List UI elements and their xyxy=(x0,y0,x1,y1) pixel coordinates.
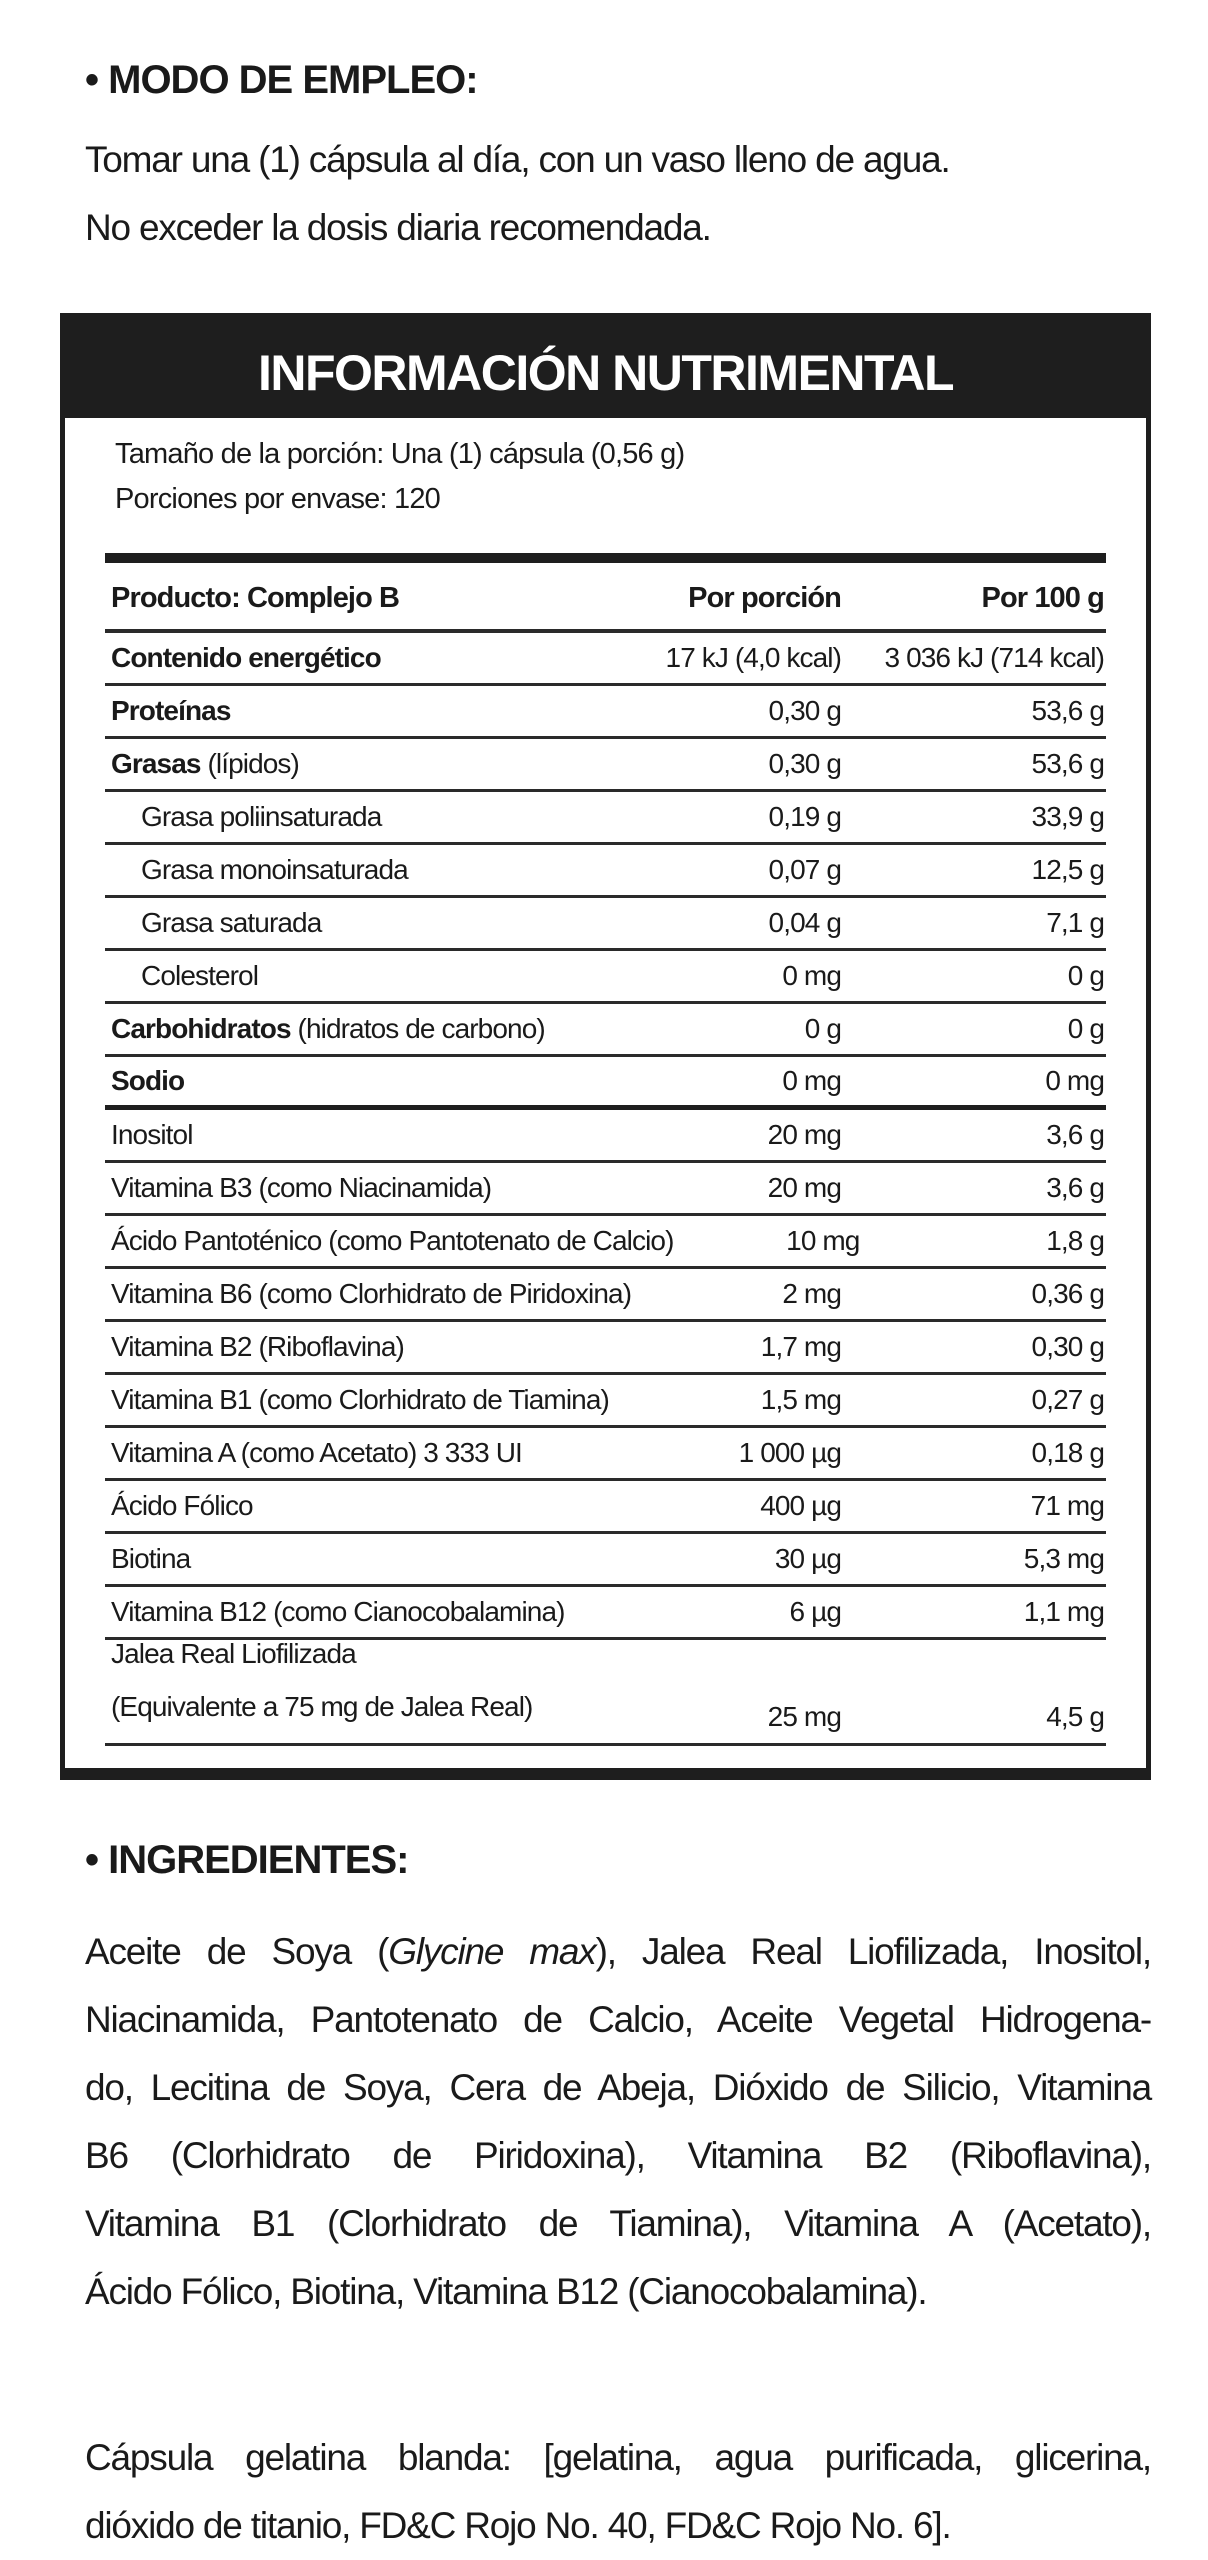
nutrient-name xyxy=(105,1627,641,1733)
per-serving-value: 2 mg xyxy=(782,1278,841,1309)
table-row xyxy=(105,1004,1106,1057)
per-100g-value: 4,5 g xyxy=(1046,1701,1104,1732)
per-serving-value: 10 mg xyxy=(786,1225,860,1256)
ingredients-scientific-name: Glycine max xyxy=(388,1931,596,1972)
table-row xyxy=(105,1534,1106,1587)
per-serving-value: 0,30 g xyxy=(768,748,841,779)
per-100g-value: 3,6 g xyxy=(1046,1172,1104,1203)
nutrient-name xyxy=(105,854,641,886)
ingredients-line: Niacinamida, Pantotenato de Calcio, Aceite Vegetal Hidrogena- xyxy=(85,1999,1151,2040)
per-100g-value: 12,5 g xyxy=(1031,854,1104,885)
nutrient-label: Vitamina B6 (como Clorhidrato de Piridoxina) xyxy=(111,1278,632,1309)
nutrient-label: Contenido energético xyxy=(111,642,381,673)
nutrient-label: Proteínas xyxy=(111,695,231,726)
ingredients-line: B6 (Clorhidrato de Piridoxina), Vitamina B2 (Riboflavina), xyxy=(85,2135,1151,2176)
per-serving-value: 25 mg xyxy=(767,1701,841,1732)
nutrient-name xyxy=(105,1225,674,1257)
nutrient-label: Grasa monoinsaturada xyxy=(141,854,408,885)
nutrient-name xyxy=(105,1119,641,1151)
table-row xyxy=(105,633,1106,686)
per-100g-value: 0 g xyxy=(1067,1013,1104,1044)
ingredients-text xyxy=(85,1918,1151,2326)
per-100g-value: 1,1 mg xyxy=(1023,1596,1104,1627)
nutrient-label: Vitamina B3 (como Niacinamida) xyxy=(111,1172,492,1203)
table-row xyxy=(105,1216,1106,1269)
per-100g-value: 7,1 g xyxy=(1046,907,1104,938)
nutrition-panel xyxy=(60,313,1151,1780)
per-100g-value: 0,27 g xyxy=(1031,1384,1104,1415)
nutrient-name xyxy=(105,1013,641,1045)
per-serving-value: 0,30 g xyxy=(768,695,841,726)
per-serving-value: 1,7 mg xyxy=(760,1331,841,1362)
nutrient-name xyxy=(105,1437,641,1469)
header-product: Producto: Complejo B xyxy=(111,582,400,614)
nutrient-label: Vitamina B1 (como Clorhidrato de Tiamina) xyxy=(111,1384,609,1415)
nutrition-table xyxy=(105,568,1106,1746)
table-row xyxy=(105,1428,1106,1481)
nutrient-label: Colesterol xyxy=(141,960,259,991)
per-100g-value: 53,6 g xyxy=(1031,695,1104,726)
nutrient-label: Carbohidratos xyxy=(111,1013,291,1044)
nutrient-name xyxy=(105,1596,641,1628)
per-100g-value: 0,36 g xyxy=(1031,1278,1104,1309)
ingredients-heading: • INGREDIENTES: xyxy=(85,1838,409,1882)
nutrient-name xyxy=(105,1490,641,1522)
per-serving-value: 0,07 g xyxy=(768,854,841,885)
per-100g-value: 5,3 mg xyxy=(1023,1543,1104,1574)
panel-title: INFORMACIÓN NUTRIMENTAL xyxy=(65,318,1146,418)
nutrient-name xyxy=(105,1543,641,1575)
ingredients-text-part: ), Jalea Real Liofilizada, Inositol, xyxy=(595,1931,1151,1972)
per-serving-value: 30 µg xyxy=(774,1543,841,1574)
nutrient-label: Biotina xyxy=(111,1543,191,1574)
per-100g-value: 0,30 g xyxy=(1031,1331,1104,1362)
nutrient-label: Grasa saturada xyxy=(141,907,322,938)
table-row xyxy=(105,686,1106,739)
table-row xyxy=(105,1375,1106,1428)
table-header xyxy=(105,568,1106,633)
per-serving-value: 6 µg xyxy=(789,1596,841,1627)
per-serving-value: 17 kJ (4,0 kcal) xyxy=(665,642,841,673)
nutrient-name xyxy=(105,642,641,674)
nutrient-name xyxy=(105,748,641,780)
table-row xyxy=(105,951,1106,1004)
table-row xyxy=(105,1163,1106,1216)
nutrient-name xyxy=(105,1065,641,1097)
per-100g-value: 1,8 g xyxy=(1046,1225,1104,1256)
nutrient-name xyxy=(105,1384,641,1416)
table-row xyxy=(105,1481,1106,1534)
nutrient-note: (hidratos de carbono) xyxy=(290,1013,545,1044)
per-100g-value: 3 036 kJ (714 kcal) xyxy=(884,642,1104,673)
nutrient-name xyxy=(105,960,641,992)
per-100g-value: 0,18 g xyxy=(1031,1437,1104,1468)
nutrient-label: Ácido Pantoténico (como Pantotenato de Calcio) xyxy=(111,1225,674,1256)
per-serving-value: 0,04 g xyxy=(768,907,841,938)
nutrient-label: Vitamina A (como Acetato) 3 333 UI xyxy=(111,1437,522,1468)
per-serving-value: 0 mg xyxy=(782,1065,841,1096)
nutrient-label: Sodio xyxy=(111,1065,185,1096)
per-serving-value: 400 µg xyxy=(760,1490,841,1521)
per-100g-value: 53,6 g xyxy=(1031,748,1104,779)
usage-line: No exceder la dosis diaria recomendada. xyxy=(85,207,711,248)
nutrient-label: Vitamina B2 (Riboflavina) xyxy=(111,1331,404,1362)
usage-text xyxy=(85,126,950,262)
usage-heading: • MODO DE EMPLEO: xyxy=(85,58,478,102)
nutrient-name xyxy=(105,695,641,727)
table-row xyxy=(105,792,1106,845)
nutrient-name xyxy=(105,801,641,833)
ingredients-line xyxy=(85,1918,1151,1986)
per-serving-value: 1,5 mg xyxy=(760,1384,841,1415)
nutrient-label: Grasas xyxy=(111,748,201,779)
per-serving-value: 0,19 g xyxy=(768,801,841,832)
nutrient-name xyxy=(105,907,641,939)
table-row xyxy=(105,845,1106,898)
nutrient-label: Grasa poliinsaturada xyxy=(141,801,382,832)
capsule-line: dióxido de titanio, FD&C Rojo No. 40, FD&C Rojo No. 6]. xyxy=(85,2505,951,2546)
per-100g-value: 3,6 g xyxy=(1046,1119,1104,1150)
table-row xyxy=(105,1110,1106,1163)
ingredients-line: Vitamina B1 (Clorhidrato de Tiamina), Vitamina A (Acetato), xyxy=(85,2203,1151,2244)
header-per-100g: Por 100 g xyxy=(981,582,1104,614)
ingredients-text-part: Aceite de Soya ( xyxy=(85,1931,389,1972)
table-row xyxy=(105,1640,1106,1746)
nutrient-label: Vitamina B12 (como Cianocobalamina) xyxy=(111,1596,565,1627)
ingredients-line: Ácido Fólico, Biotina, Vitamina B12 (Cianocobalamina). xyxy=(85,2271,927,2312)
nutrient-note: (lípidos) xyxy=(200,748,299,779)
table-row xyxy=(105,1269,1106,1322)
header-per-serving: Por porción xyxy=(688,582,841,614)
nutrient-note: (Equivalente a 75 mg de Jalea Real) xyxy=(111,1691,533,1722)
table-row xyxy=(105,739,1106,792)
per-100g-value: 71 mg xyxy=(1030,1490,1104,1521)
nutrient-label: Inositol xyxy=(111,1119,193,1150)
table-row xyxy=(105,1057,1106,1110)
usage-line: Tomar una (1) cápsula al día, con un vaso lleno de agua. xyxy=(85,139,950,180)
per-100g-value: 0 mg xyxy=(1045,1065,1104,1096)
nutrient-name xyxy=(105,1331,641,1363)
servings-per-container: Porciones por envase: 120 xyxy=(115,483,440,515)
nutrient-label: Jalea Real Liofilizada xyxy=(111,1638,356,1669)
per-100g-value: 33,9 g xyxy=(1031,801,1104,832)
table-row xyxy=(105,1322,1106,1375)
per-100g-value: 0 g xyxy=(1067,960,1104,991)
per-serving-value: 20 mg xyxy=(767,1119,841,1150)
nutrient-label: Ácido Fólico xyxy=(111,1490,253,1521)
table-row xyxy=(105,898,1106,951)
serving-size: Tamaño de la porción: Una (1) cápsula (0,56 g) xyxy=(115,438,685,470)
per-serving-value: 0 mg xyxy=(782,960,841,991)
divider xyxy=(105,553,1106,563)
ingredients-line: do, Lecitina de Soya, Cera de Abeja, Dióxido de Silicio, Vitamina xyxy=(85,2067,1151,2108)
capsule-text xyxy=(85,2424,1151,2560)
per-serving-value: 20 mg xyxy=(767,1172,841,1203)
per-serving-value: 1 000 µg xyxy=(738,1437,841,1468)
capsule-line: Cápsula gelatina blanda: [gelatina, agua purificada, glicerina, xyxy=(85,2437,1151,2478)
nutrient-name xyxy=(105,1278,641,1310)
per-serving-value: 0 g xyxy=(804,1013,841,1044)
nutrient-name xyxy=(105,1172,641,1204)
